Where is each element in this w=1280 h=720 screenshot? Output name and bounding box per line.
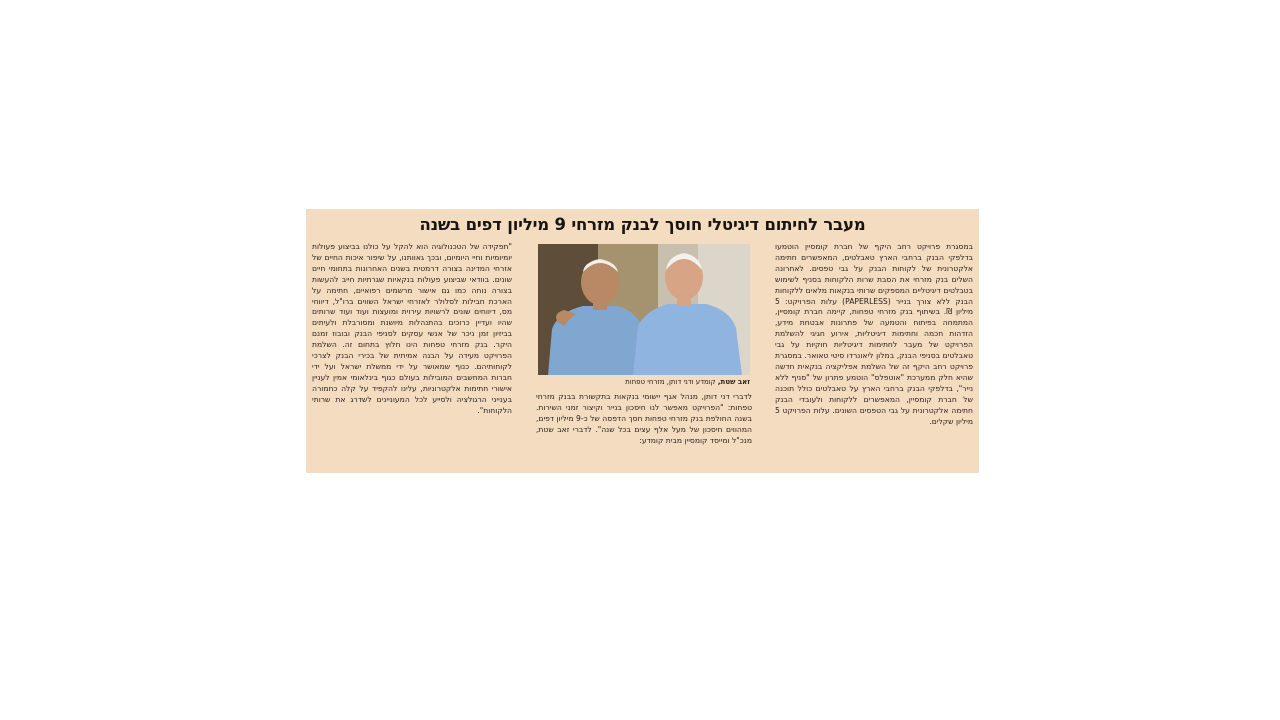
article-column-right: במסגרת פרויקט רחב היקף של חברת קומסיין הוטמעו בדלפקי הבנק ברחבי הארץ טאבלטים, המאפשרים חתימה אלקטרונית של לקוחות הבנק על גבי טפסים. לאחרונה השלים בנק מזרחי את הסבת שרות הלקוחות בסניף לשימוש בטבלטים דיגיטליים המספקים שרותי בנקאות מלאים ללקוחות הבנק ללא צורך בנייר (PAPERLESS) עלות הפרויקט: 5 מיליון ₪. בשיתוף בנק מזרחי טפחות, קיימה חברת קומסיין, המתמחה בפיתוח והטמעה של פתרונות אבטחת מידע, הזדהות חכמה וחתימות דיגיטליות, אירוע חגיגי להשלמת הפרויקט של מעבר לחתימות דיגיטליות חוקיות על גבי טאבלטים בסניפי הבנק, במלון ליאונרדו סיטי טאואר. במסגרת פרויקט רחב היקף זה של השלמת אפליקציה בנקאית חדשה שהיא חלק ממערכת "אוטפלס" הוטמע פתרון של "סניף ללא נייר", בדלפקי הבנק ברחבי הארץ על טאבלטים כולל תוכנה של חברת קומסיין, המאפשרים ללקוחות ולעובדי הבנק חתימה אלקטרונית על גבי הטפסים השונים. עלות הפרויקט 5 מיליון שקלים. [775, 242, 973, 426]
newspaper-clipping [306, 209, 979, 473]
photo-caption-text: קומדע ודני דותן, מזרחי טפחות [625, 378, 716, 386]
two-men-photo-illustration [538, 244, 750, 375]
article-headline: מעבר לחיתום דיגיטלי חוסך לבנק מזרחי 9 מיליון דפים בשנה [419, 215, 866, 234]
article-photo [538, 244, 750, 375]
photo-caption-bold: זאב שטת, [717, 378, 750, 386]
article-column-left: "תפקידה של הטכנולוגיה הוא להקל על כולנו בביצוע פעולות יומיומיות וחיי היומיום, ובכך גאוותנו, על שיפור איכות החיים של אזרחי המדינה בצורה דרמטית בשנים האחרונות בתחומי חיים שונים. בוודאי שביצוע פעולות בנקאיות שגרתיות חייב להעשות בצורה נוחה כמו גם אישור מרשמים רפואיים, חתימה על הארכת חבילות לסלולר לאזרחי ישראל השווים ברו"ל, דיווחי מס, דיווחים שונים לרשויות עירוית ומועצות ועוד ועוד שרותים שהיו ועדיין כרוכים בהתנהלות מיושנת ומסורבלת ולעיתים בביזיון זמן ניכר של אנשי עסקים לסניפי הבנק ובובוז זמנם היקר. בנק מזרחי טפחות הינו חלוץ בתחום זה. השלמת הפרויקט מעידה על הבנה אמיתית של בכירי הבנק לצרכי לקוחותיהם. כנוף שמאושר על ידי ממשלת ישראל ועל ידי חברות המחשבים המובילות בעולם כגוף בינלאומי אמין לעניין אישורי חתימות אלקטרוניות, עלינו להקפיד על קלה כחמורה בענייני הרגולציה ולסייע לכל המעוניינים לשדרג את שרותי הלקוחות". [312, 242, 512, 415]
article-column-middle: לדברי דני דותן, מנהל אגף יישומי בנקאות בתקשורת בבנק מזרחי טפחות: "הפרויקט מאפשר לנו חיסכון בנייר וקיצור זמני השירות. בשנה החולפת בנק מזרחי טפחות חסך הדפסה של כ-9 מיליון דפים, המהווים חיסכון של מעל אלף עצים בכל שנה". לדברי זאב שטת, מנכ"ל ומייסד קומסיין מבית קומדע: [536, 392, 752, 445]
photo-caption [538, 377, 750, 387]
